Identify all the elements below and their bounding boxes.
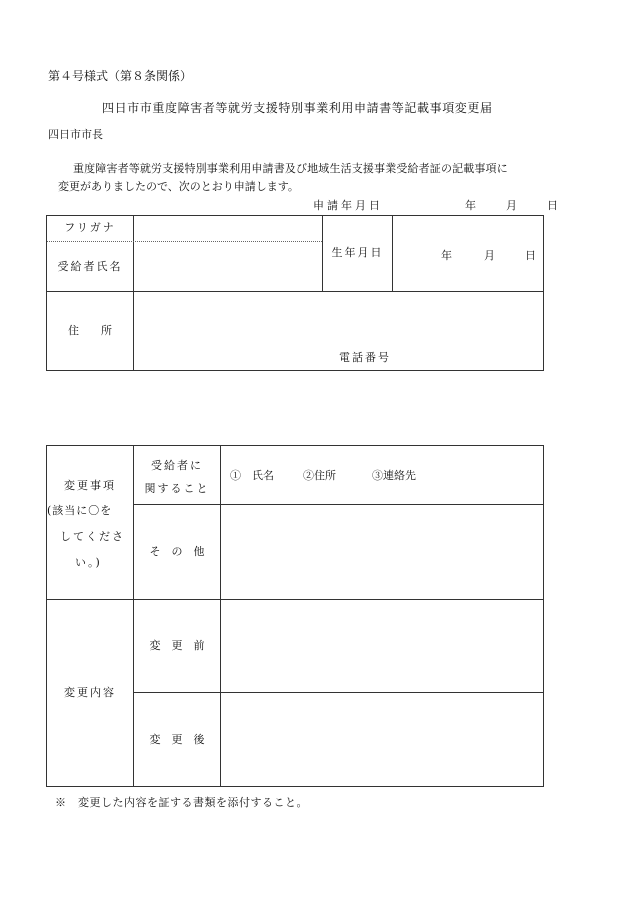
phone-label: 電話番号	[339, 351, 391, 364]
change-items-note-3: い。)	[75, 556, 102, 569]
option-contact[interactable]: ③連絡先	[372, 469, 416, 482]
application-year-unit: 年	[465, 199, 476, 212]
other-label: そ の 他	[149, 545, 205, 558]
phone-field[interactable]	[400, 345, 540, 367]
addressee: 四日市市長	[48, 128, 103, 141]
recipient-related-label-1: 受給者に	[151, 459, 203, 472]
before-label: 変 更 前	[149, 639, 205, 652]
page-title: 四日市市重度障害者等就労支援特別事業利用申請書等記載事項変更届	[102, 101, 493, 115]
change-items-note-2: してくださ	[60, 530, 125, 543]
address-field[interactable]	[135, 293, 542, 341]
after-label: 変 更 後	[149, 733, 205, 746]
recipient-name-label: 受給者氏名	[57, 260, 123, 273]
recipient-name-field[interactable]	[135, 244, 321, 289]
after-field[interactable]	[222, 694, 542, 785]
option-name[interactable]: ① 氏名	[230, 469, 274, 482]
option-address[interactable]: ②住所	[303, 469, 336, 482]
intro-line-2: 変更がありましたので、次のとおり申請します。	[58, 180, 299, 193]
change-content-label: 変更内容	[64, 686, 116, 699]
other-field[interactable]	[222, 506, 542, 597]
birthdate-field[interactable]	[394, 217, 542, 289]
furigana-label: フリガナ	[64, 221, 116, 234]
before-field[interactable]	[222, 601, 542, 690]
application-day-unit: 日	[547, 199, 558, 212]
application-date-label: 申請年月日	[313, 199, 383, 212]
change-items-label: 変更事項	[64, 479, 116, 492]
birthdate-label: 生年月日	[331, 246, 384, 259]
birth-year-unit: 年	[441, 249, 452, 262]
application-month-unit: 月	[506, 199, 517, 212]
change-items-note-1: (該当に〇を	[47, 504, 113, 517]
footnote: ※ 変更した内容を証する書類を添付すること。	[55, 796, 308, 809]
birth-day-unit: 日	[525, 249, 536, 262]
form-number: 第４号様式（第８条関係）	[48, 69, 193, 83]
address-label: 住 所	[68, 324, 112, 337]
birth-month-unit: 月	[484, 249, 495, 262]
furigana-field[interactable]	[135, 217, 321, 239]
recipient-related-label-2: 関すること	[144, 482, 210, 495]
intro-line-1: 重度障害者等就労支援特別事業利用申請書及び地域生活支援事業受給者証の記載事項に	[73, 162, 508, 175]
